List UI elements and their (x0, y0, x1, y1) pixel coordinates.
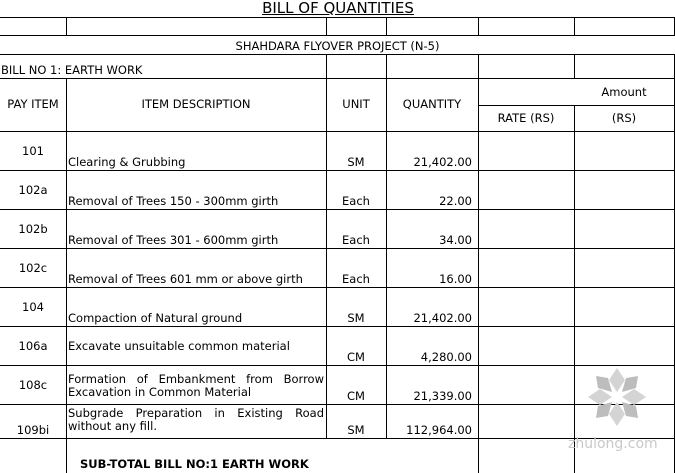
subtotal-label: SUB-TOTAL BILL NO:1 EARTH WORK (80, 457, 309, 471)
grid-line (574, 105, 575, 473)
unit: Each (342, 194, 370, 208)
watermark-logo-icon (586, 366, 648, 428)
watermark-text: zhulong.com (568, 436, 658, 452)
unit: SM (347, 311, 365, 325)
grid-line (326, 54, 327, 78)
quantity: 4,280.00 (420, 350, 472, 364)
pay-item: 109bi (16, 423, 50, 437)
quantity: 21,402.00 (413, 311, 472, 325)
unit: SM (347, 423, 365, 437)
header-item-description: ITEM DESCRIPTION (141, 97, 251, 111)
grid-line (0, 35, 675, 36)
grid-line (478, 17, 479, 35)
grid-line (478, 54, 479, 78)
item-description: Compaction of Natural ground (68, 311, 243, 325)
item-description: Removal of Trees 150 - 300mm girth (68, 194, 279, 208)
pay-item: 104 (22, 300, 44, 314)
unit: CM (347, 350, 365, 364)
grid-line (326, 17, 327, 35)
header-quantity: QUANTITY (402, 97, 462, 111)
header-rate: RATE (RS) (497, 111, 555, 125)
grid-line (386, 17, 387, 35)
item-description: Subgrade Preparation in Existing Road without any fill. (68, 406, 324, 433)
pay-item: 108c (18, 378, 48, 392)
grid-line (478, 78, 479, 473)
item-description: Removal of Trees 301 - 600mm girth (68, 233, 279, 247)
item-description: Formation of Embankment from Borrow Excavation in Common Material (68, 372, 324, 399)
quantity: 22.00 (439, 194, 472, 208)
item-description: Clearing & Grubbing (68, 155, 186, 169)
pay-item: 102c (18, 261, 48, 275)
grid-line (66, 78, 67, 473)
pay-item: 102b (18, 222, 48, 236)
header-unit: UNIT (342, 97, 370, 111)
grid-line (0, 78, 675, 79)
grid-line (574, 54, 575, 78)
grid-line (386, 54, 387, 78)
unit: SM (347, 155, 365, 169)
document-title: BILL OF QUANTITIES (262, 0, 414, 17)
quantity: 21,402.00 (413, 155, 472, 169)
quantity: 34.00 (439, 233, 472, 247)
header-amount-unit: (RS) (611, 111, 637, 125)
pay-item: 101 (22, 144, 44, 158)
unit: Each (342, 272, 370, 286)
grid-line (478, 105, 675, 106)
bill-label: BILL NO 1: EARTH WORK (1, 63, 143, 77)
grid-line (326, 78, 327, 438)
item-description: Removal of Trees 601 mm or above girth (68, 272, 303, 286)
header-amount: Amount (601, 85, 647, 99)
unit: CM (347, 389, 365, 403)
header-pay-item: PAY ITEM (7, 97, 59, 111)
project-name: SHAHDARA FLYOVER PROJECT (N-5) (235, 39, 440, 53)
quantity: 16.00 (439, 272, 472, 286)
item-description: Excavate unsuitable common material (68, 339, 290, 353)
quantity: 112,964.00 (406, 423, 472, 437)
quantity: 21,339.00 (413, 389, 472, 403)
grid-line (386, 78, 387, 438)
grid-line (66, 17, 67, 35)
pay-item: 102a (18, 183, 48, 197)
grid-line (574, 17, 575, 35)
unit: Each (342, 233, 370, 247)
pay-item: 106a (18, 339, 48, 353)
